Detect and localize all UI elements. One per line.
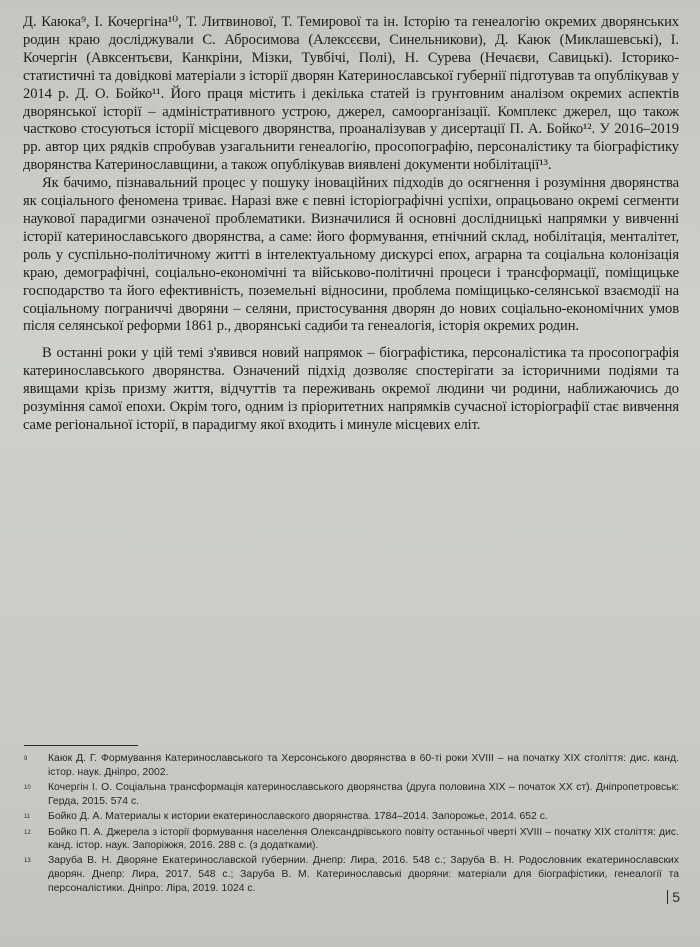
- page-number: [667, 889, 680, 905]
- footnotes: [24, 752, 679, 897]
- page-number-bar: [667, 890, 668, 904]
- footnote-separator: [24, 745, 138, 746]
- paragraph-3: В останні роки у цій темі з'явився новий напрямок – біографістика, персоналістика та просопографія катеринославського дворянства. Означений підхід дозволяє спостерігати за історичними подіями та явищами крізь призму життя, відчуттів та переживань окремої людини чи родини, наближаючись до розуміння самої епохи. Окрім того, одним із пріоритетних напрямків сучасної історіографії стає вивчення саме регіональної історії, в парадигму якої входить і минуле місцевих еліт.: [23, 345, 679, 433]
- footnote-number: 13: [24, 858, 31, 865]
- footnote-text: Каюк Д. Г. Формування Катеринославського та Херсонського дворянства в 60-ті роки XVIII – на початку XIX століття: дис. канд. істор. наук. Дніпро, 2002.: [48, 753, 679, 778]
- footnote-text: Бойко Д. А. Материалы к истории екатеринославского дворянства. 1784–2014. Запорожье, 2014. 652 с.: [48, 810, 548, 822]
- main-text: [23, 14, 679, 435]
- footnote-number: 11: [24, 813, 31, 820]
- footnote-9: [24, 752, 679, 780]
- page-number-value: 5: [672, 889, 680, 905]
- footnote-number: 9: [24, 756, 28, 762]
- footnote-10: [24, 781, 679, 809]
- footnote-text: Бойко П. А. Джерела з історії формування населення Олександрівського повіту останньої чверті XVIII – початку XIX століття: дис. канд. істор. наук. Запоріжжя, 2016. 288 с. (з додатками).: [48, 826, 679, 852]
- paragraph-1: Д. Каюка⁹, І. Кочергіна¹⁰, Т. Литвинової, Т. Темирової та ін. Історію та генеалогію окремих дворянських родин краю досліджували С. Абросимова (Алексєєви, Синельникови), Д. Каюк (Миклашевські), І. Кочергін (Авксентьєви, Канкріни, Мізки, Тувбічі, Полі), Н. Сурева (Нечаєви, Савицькі). Історико-статистичні та довідкові матеріали з історії дворян Катеринославської губернії підготував та опублікував у 2014 р. Д. О. Бойко¹¹. Його праця містить і декілька статей із грунтовним аналізом окремих аспектів дворянської історії – адміністративного устрою, джерел, самоорганізації. Комплекс джерел, що також частково стосуються історії місцевого дворянства, проаналізував у дисертації П. А. Бойко¹². У 2016–2019 рр. автор цих рядків спробував узагальнити генеалогію, просопографію, персоналістику та біографістику дворянства Катеринославщини, а також опублікував виявлені документи нобілітації¹³.: [23, 14, 679, 174]
- footnote-text: Заруба В. Н. Дворяне Екатеринославской губернии. Днепр: Лира, 2016. 548 с.; Заруба В. Н. Родословник екатеринославских дворян. Днепр: Лира, 2017. 548 с.; Заруба В. М. Катеринославські дворяни: матеріали для біографістики, генеалогії та персоналістики. Дніпро: Ліра, 2019. 1024 с.: [48, 855, 679, 895]
- footnote-12: [24, 826, 679, 854]
- footnote-number: 10: [24, 784, 31, 791]
- paragraph-2: Як бачимо, пізнавальний процес у пошуку іноваційних підходів до осягнення і розуміння дворянства як соціального феномена триває. Наразі вже є певні історіографічні успіхи, опрацьовано окремі сегменти наукової парадигми означеної проблематики. Визначилися й основні дослідницькі напрямки у вивченні історії катеринославського дворянства, а саме: його формування, етнічний склад, нобілітація, менталітет, роль у суспільно-політичному житті в інтелектуальному дискурсі епох, аграрна та соціальна колонізація краю, демографічні, соціально-економічні та військово-політичні процеси і трансформації, поміщицьке господарство та його ефективність, поземельні відносини, проблема поміщицько-селянської взаємодії на соціальному пограниччі дворяни – селяни, пристосування дворян до нових соціально-економічних умов після селянської реформи 1861 р., дворянські садиби та генеалогія, історія окремих родин.: [23, 175, 679, 335]
- footnote-13: [24, 854, 679, 896]
- footnote-number: 12: [24, 829, 31, 836]
- footnote-11: [24, 810, 679, 825]
- footnote-text: Кочергін І. О. Соціальна трансформація катеринославського дворянства (друга половина XIX – початок XX ст). Дніпропетровськ: Герда, 2015. 574 с.: [48, 781, 679, 807]
